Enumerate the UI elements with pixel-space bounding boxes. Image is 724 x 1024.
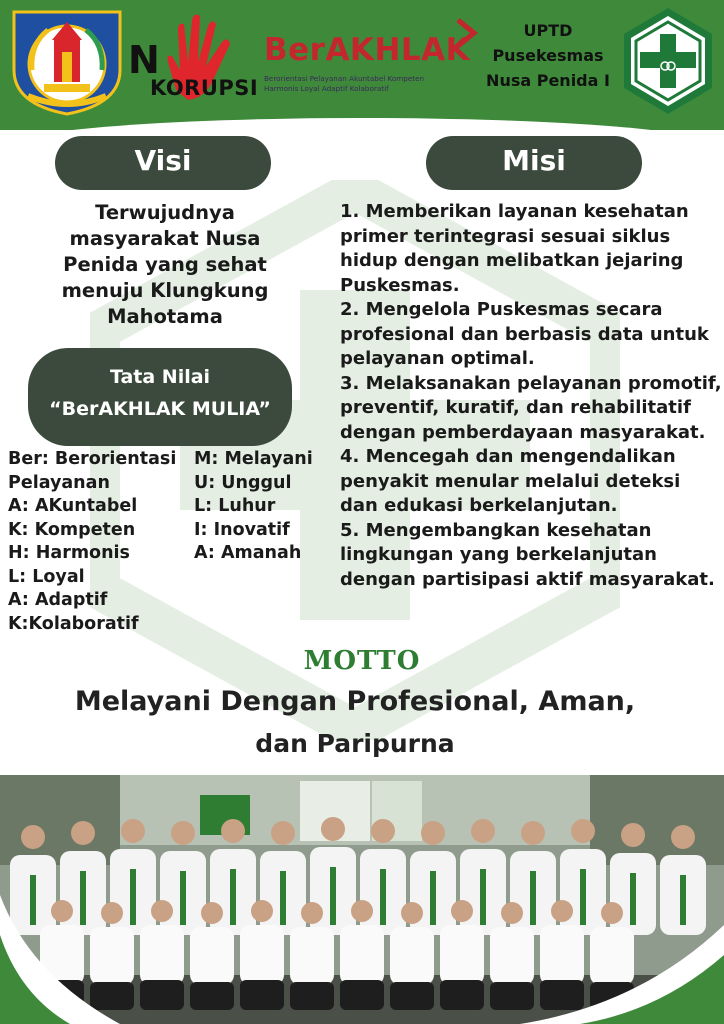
tata-nilai-column-2: [194, 448, 324, 566]
berakhlak-subtitle-line1: Berorientasi Pelayanan Akuntabel Kompeten: [264, 74, 425, 83]
nilai-item: M: Melayani: [194, 449, 313, 469]
nilai-item: A: AKuntabel: [8, 496, 138, 516]
tata-nilai-title: Tata Nilai: [109, 366, 211, 388]
misi-list: [340, 200, 724, 592]
motto-line-1: Melayani Dengan Profesional, Aman,: [74, 686, 636, 717]
nilai-item: K: Kompeten: [8, 519, 136, 540]
nilai-item: A: Adaptif: [8, 590, 108, 610]
nilai-item: L: Loyal: [8, 566, 85, 587]
staff-group-photo: [0, 775, 724, 1024]
tata-nilai-subtitle: “BerAKHLAK MULIA”: [49, 398, 271, 420]
group-photo-illustration: [0, 775, 724, 1024]
nilai-item: U: Unggul: [194, 472, 292, 493]
tata-nilai-heading: [28, 348, 292, 446]
misi-heading: Misi: [426, 136, 642, 190]
visi-heading: Visi: [55, 136, 271, 190]
nilai-item: Pelayanan: [8, 472, 110, 493]
nilai-item: K:Kolaboratif: [8, 613, 139, 634]
no-korupsi-n: N: [128, 38, 160, 82]
nilai-item: I: Inovatif: [194, 519, 290, 540]
nilai-item: H: Harmonis: [8, 543, 130, 563]
nilai-item: L: Luhur: [194, 496, 276, 516]
misi-item-2: 2. Mengelola Puskesmas secara profesional dan berbasis data untuk pelayanan optimal.: [340, 299, 709, 369]
misi-item-1: 1. Memberikan layanan kesehatan primer terintegrasi sesuai siklus hidup dengan melibatkan jejaring Puskesmas.: [340, 201, 689, 296]
puskesmas-logo: [620, 6, 716, 116]
visi-text: Terwujudnya masyarakat Nusa Penida yang sehat menuju Klungkung Mahotama: [61, 201, 269, 328]
motto-line-2: dan Paripurna: [255, 729, 455, 758]
berakhlak-title: BerAKHLAK: [264, 32, 471, 68]
nilai-item: Ber: Berorientasi: [8, 449, 177, 469]
uptd-line2: Pusekesmas: [492, 46, 604, 65]
uptd-line1: UPTD: [523, 21, 573, 40]
misi-item-3: 3. Melaksanakan pelayanan promotif, preventif, kuratif, dan rehabilitatif dengan pemberdayaan masyarakat.: [340, 372, 722, 443]
tata-nilai-column-1: [8, 448, 193, 636]
berakhlak-subtitle: [264, 74, 474, 94]
no-korupsi-logo: [128, 12, 258, 112]
uptd-line3: Nusa Penida I: [486, 71, 610, 90]
no-korupsi-text: KORUPSI: [150, 76, 259, 100]
uptd-name: [482, 18, 614, 93]
misi-item-4: 4. Mencegah dan mengendalikan penyakit menular melalui deteksi dan edukasi berkelanjutan.: [340, 446, 681, 516]
misi-item-5: 5. Mengembangkan kesehatan lingkungan yang berkelanjutan dengan partisipasi aktif masyarakat.: [340, 519, 715, 590]
nilai-item: A: Amanah: [194, 543, 302, 563]
berakhlak-subtitle-line2: Harmonis Loyal Adaptif Kolaboratif: [264, 84, 389, 93]
klungkung-emblem-logo: [8, 8, 126, 116]
berakhlak-logo: [262, 18, 482, 108]
motto-title: MOTTO: [303, 646, 421, 676]
